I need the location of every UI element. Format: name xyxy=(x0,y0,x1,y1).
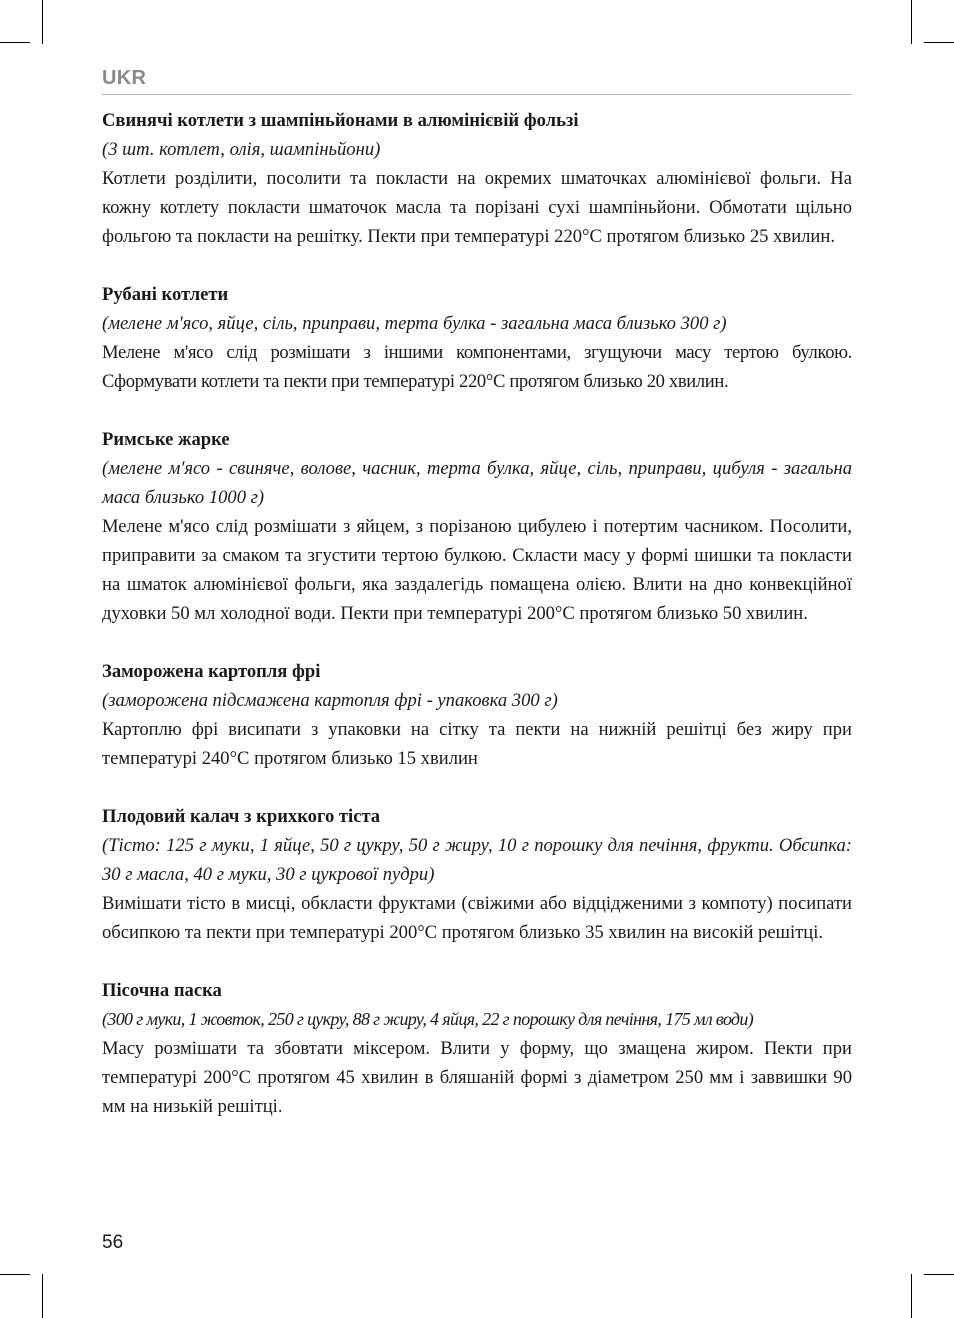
recipe-instructions: Картоплю фрі висипати з упаковки на сітку та пекти на нижній решітці без жиру при температурі 240°C протягом близько 15 хвилин xyxy=(102,719,852,769)
page-header xyxy=(102,64,852,95)
recipe-section xyxy=(102,802,852,947)
recipe-section xyxy=(102,976,852,1121)
crop-mark xyxy=(911,0,912,44)
recipe-instructions: Мелене м'ясо слід розмішати з іншими компонентами, згущуючи масу тертою булкою. Сформувати котлети та пекти при температурі 220°C протягом близько 20 хвилин. xyxy=(102,342,852,392)
recipe-section xyxy=(102,280,852,396)
recipe-section xyxy=(102,657,852,773)
recipe-title: Свинячі котлети з шампіньйонами в алюмінієвій фользі xyxy=(102,110,579,131)
recipe-section xyxy=(102,425,852,628)
language-code: UKR xyxy=(102,67,147,89)
crop-mark xyxy=(0,1274,30,1275)
recipe-ingredients: (Тісто: 125 г муки, 1 яйце, 50 г цукру, 50 г жиру, 10 г порошку для печіння, фрукти. Обсипка: 30 г масла, 40 г муки, 30 г цукрової пудри) xyxy=(102,835,852,885)
recipe-title: Римське жарке xyxy=(102,429,230,450)
recipe-ingredients: (300 г муки, 1 жовток, 250 г цукру, 88 г жиру, 4 яйця, 22 г порошку для печіння, 175 мл води) xyxy=(102,1009,754,1029)
recipe-title: Плодовий калач з крихкого тіста xyxy=(102,806,381,827)
crop-mark xyxy=(911,1274,912,1318)
crop-mark xyxy=(924,42,954,43)
page-number: 56 xyxy=(102,1232,124,1253)
recipe-instructions: Масу розмішати та збовтати міксером. Влити у форму, що змащена жиром. Пекти при температурі 200°C протягом 45 хвилин в бляшаній формі з діаметром 250 мм і заввишки 90 мм на низькій решітці. xyxy=(102,1038,852,1117)
recipe-list xyxy=(102,106,852,1121)
recipe-title: Рубані котлети xyxy=(102,284,229,305)
recipe-ingredients: (мелене м'ясо - свиняче, волове, часник, терта булка, яйце, сіль, приправи, цибуля - загальна маса близько 1000 г) xyxy=(102,458,852,508)
crop-mark xyxy=(42,1274,43,1318)
recipe-section xyxy=(102,106,852,251)
recipe-instructions: Мелене м'ясо слід розмішати з яйцем, з порізаною цибулею і потертим часником. Посолити, приправити за смаком та згустити тертою булкою. Скласти масу у формі шишки та покласти на шматок алюмінієвої фольги, яка заздалегідь помащена олією. Влити на дно конвекційної духовки 50 мл холодної води. Пекти при температурі 200°C протягом близько 50 хвилин. xyxy=(102,516,852,624)
crop-mark xyxy=(0,42,30,43)
recipe-title: Пісочна паска xyxy=(102,980,222,1001)
crop-mark xyxy=(924,1274,954,1275)
recipe-ingredients: (заморожена підсмажена картопля фрі - упаковка 300 г) xyxy=(102,690,558,711)
recipe-instructions: Котлети розділити, посолити та покласти на окремих шматочках алюмінієвої фольги. На кожну котлету покласти шматочок масла та порізані сухі шампіньйони. Обмотати щільно фольгою та покласти на решітку. Пекти при температурі 220°C протягом близько 25 хвилин. xyxy=(102,168,852,247)
recipe-ingredients: (мелене м'ясо, яйце, сіль, приправи, терта булка - загальна маса близько 300 г) xyxy=(102,313,727,334)
recipe-instructions: Вимішати тісто в мисці, обкласти фруктами (свіжими або відцідженими з компоту) посипати обсипкою та пекти при температурі 200°C протягом близько 35 хвилин на високій решітці. xyxy=(102,893,852,943)
recipe-ingredients: (3 шт. котлет, олія, шампіньйони) xyxy=(102,139,381,160)
recipe-title: Заморожена картопля фрі xyxy=(102,661,321,682)
crop-mark xyxy=(42,0,43,44)
